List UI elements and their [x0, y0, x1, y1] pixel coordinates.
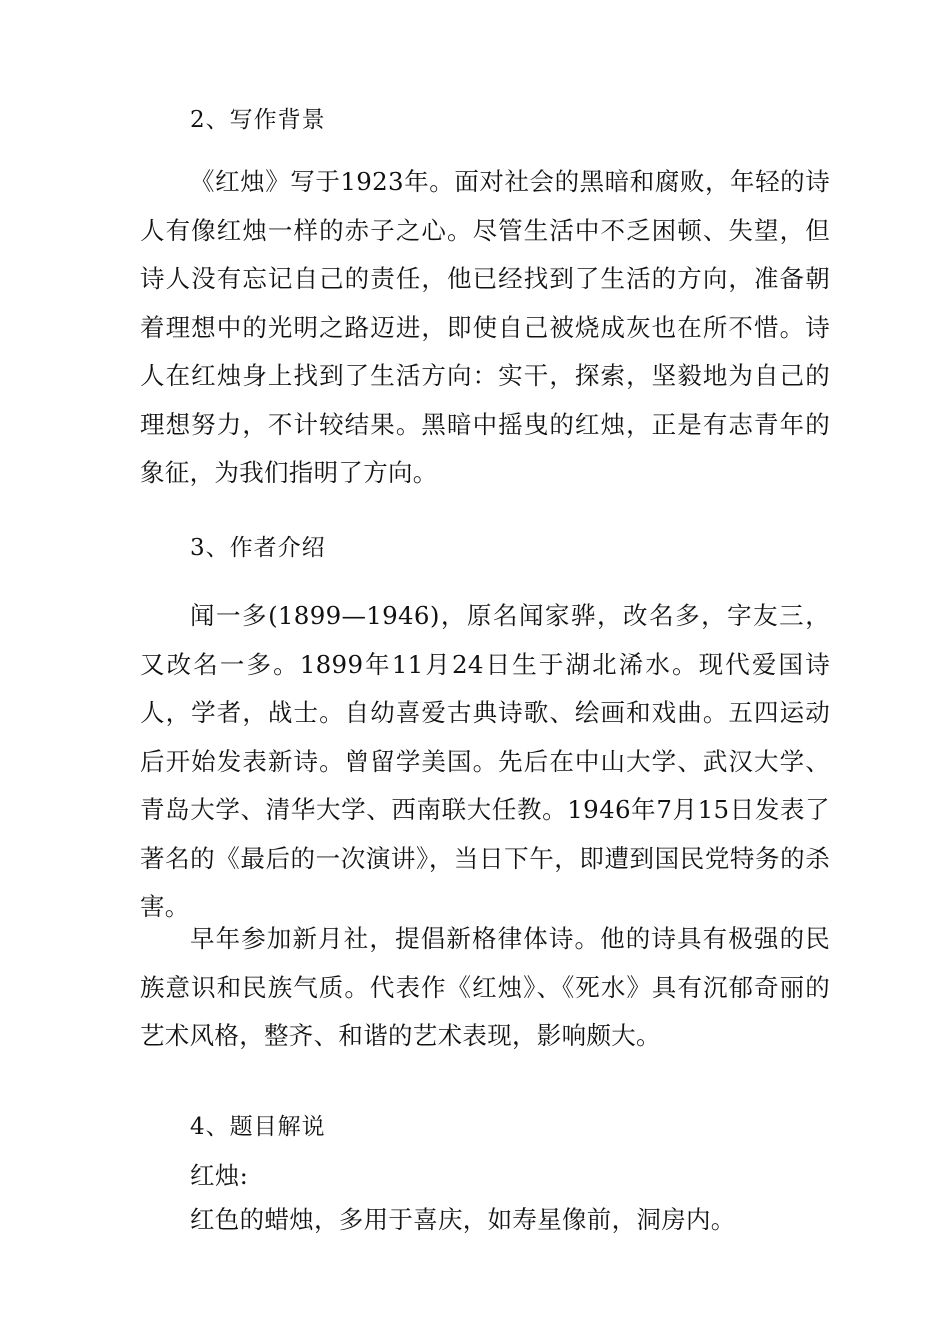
- paragraph-author-bio: 闻一多(1899—1946)，原名闻家骅，改名多，字友三，又改名一多。1899年11月24日生于湖北浠水。现代爱国诗人，学者，战士。自幼喜爱古典诗歌、绘画和戏曲。五四运动后开始发表新诗。曾留学美国。先后在中山大学、武汉大学、青岛大学、清华大学、西南联大任教。1946年7月15日发表了著名的《最后的一次演讲》，当日下午，即遭到国民党特务的杀害。: [140, 601, 830, 921]
- paragraph-background: 《红烛》写于1923年。面对社会的黑暗和腐败，年轻的诗人有像红烛一样的赤子之心。尽管生活中不乏困顿、失望，但诗人没有忘记自己的责任，他已经找到了生活的方向，准备朝着理想中的光明之路迈进，即使自己被烧成灰也在所不惜。诗人在红烛身上找到了生活方向：实干，探索，坚毅地为自己的理想努力，不计较结果。黑暗中摇曳的红烛，正是有志青年的象征，为我们指明了方向。: [140, 167, 830, 487]
- paragraph-author-works: 早年参加新月社，提倡新格律体诗。他的诗具有极强的民族意识和民族气质。代表作《红烛》、《死水》具有沉郁奇丽的艺术风格，整齐、和谐的艺术表现，影响颇大。: [140, 924, 830, 1050]
- section-heading-author: 3、作者介绍: [190, 535, 326, 561]
- term-definition: 红色的蜡烛，多用于喜庆，如寿星像前，洞房内。: [190, 1205, 736, 1234]
- term-label: 红烛:: [190, 1161, 249, 1190]
- section-heading-title-explain: 4、题目解说: [190, 1114, 326, 1140]
- section-heading-background: 2、写作背景: [190, 107, 326, 133]
